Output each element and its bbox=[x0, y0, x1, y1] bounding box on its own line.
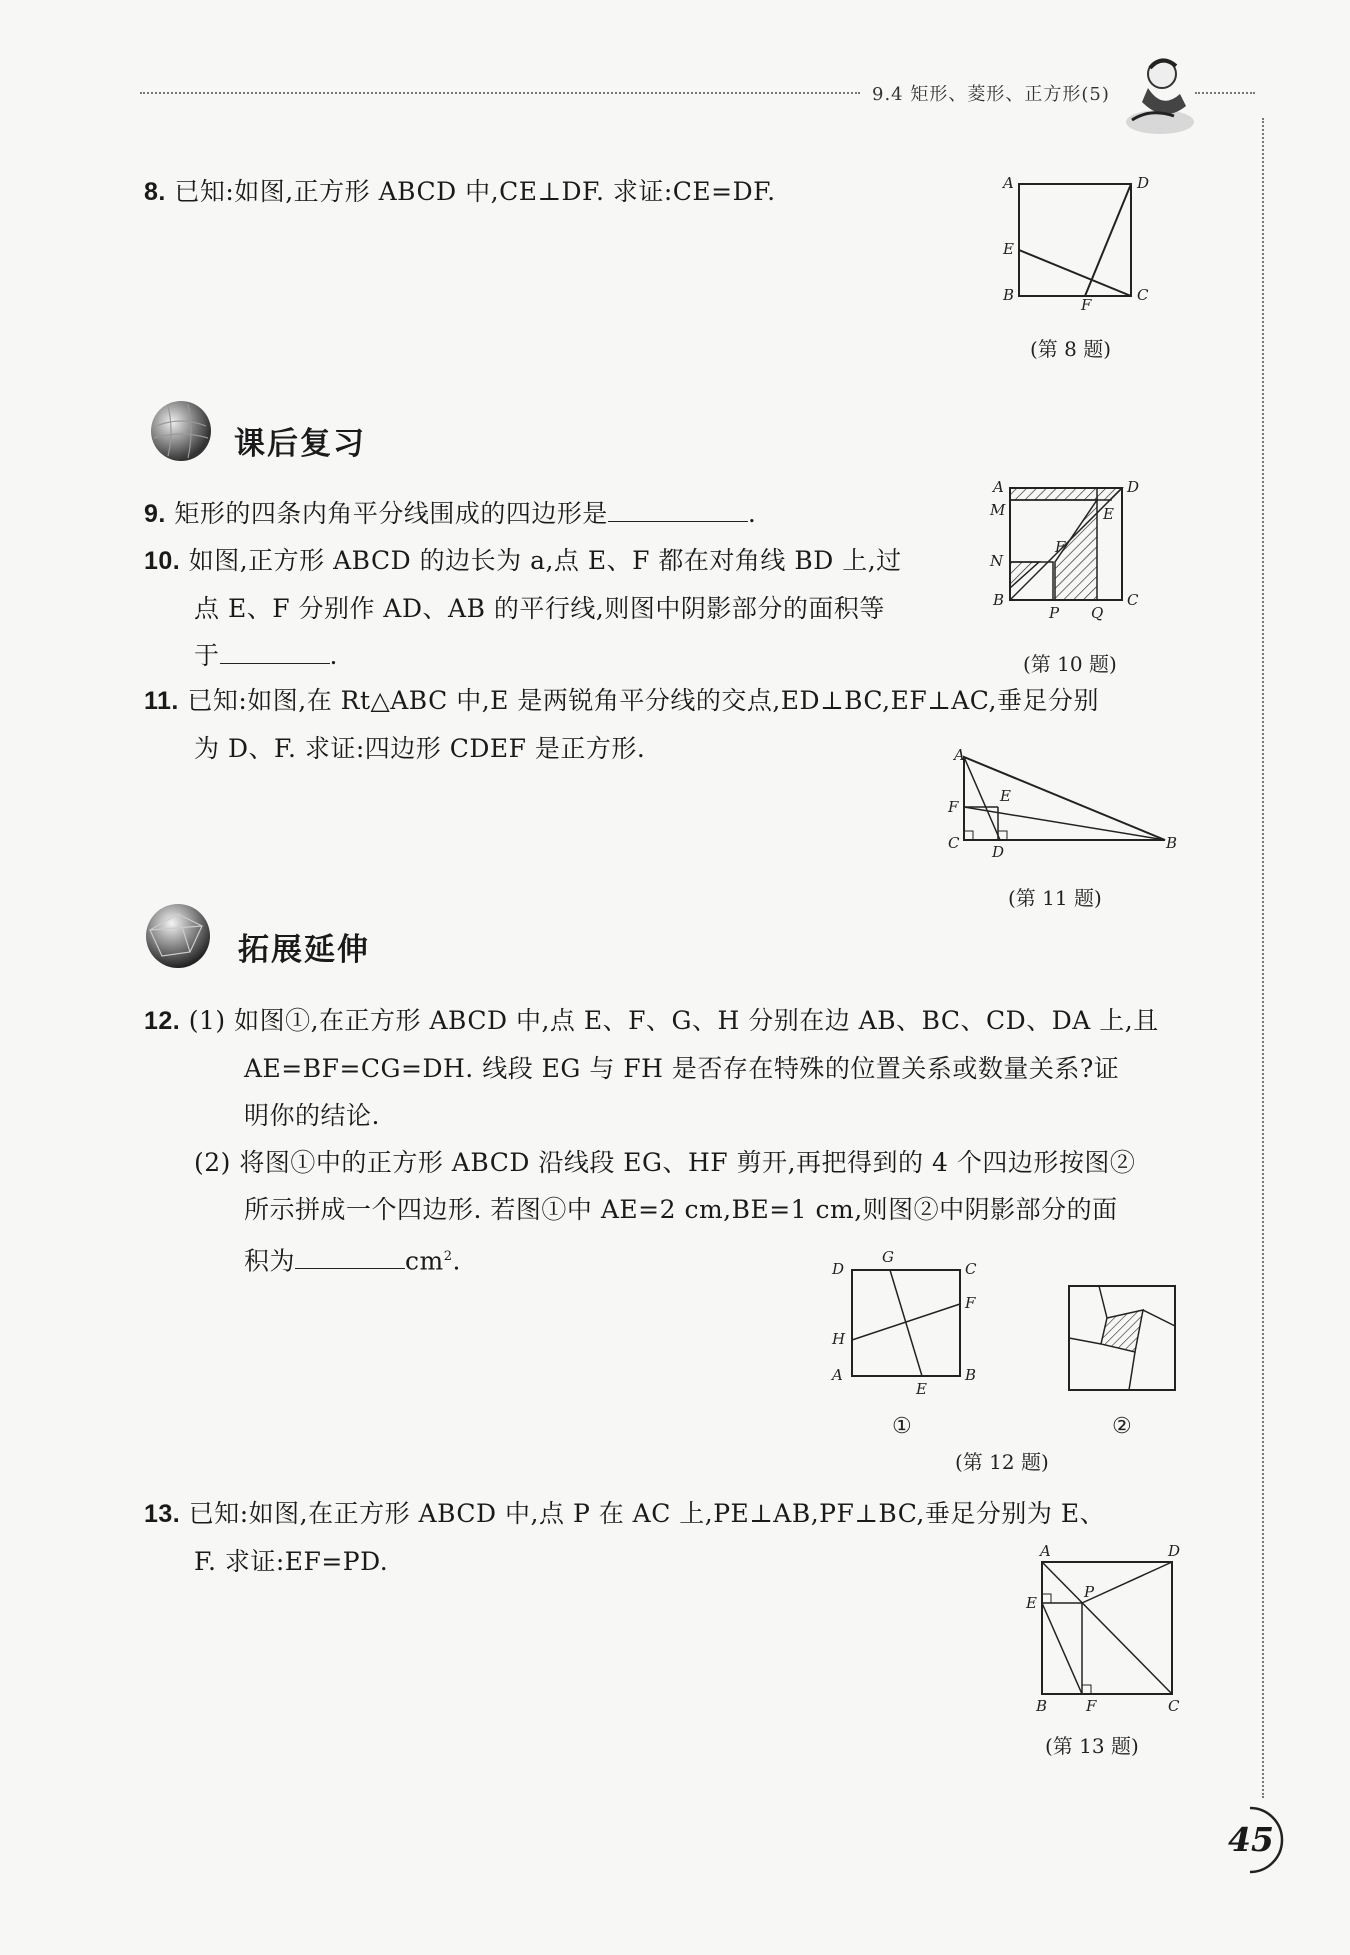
figure-point-label: Q bbox=[1091, 604, 1104, 622]
figure-point-label: D bbox=[832, 1260, 845, 1278]
figure-q12-1 bbox=[820, 1248, 990, 1398]
figure-point-label: F bbox=[965, 1294, 976, 1312]
figure-q8 bbox=[995, 170, 1160, 315]
figure-point-label: N bbox=[990, 552, 1004, 570]
figure-point-label: C bbox=[1127, 591, 1139, 609]
figure-q10 bbox=[985, 470, 1155, 630]
figure-point-label: F bbox=[948, 798, 959, 816]
figure-point-label: A bbox=[954, 746, 965, 764]
figure-point-label: B bbox=[1166, 834, 1178, 852]
figure-q11 bbox=[940, 745, 1190, 860]
answer-blank[interactable] bbox=[220, 637, 330, 664]
figure-point-label: G bbox=[882, 1248, 894, 1266]
caption-q8: (第 8 题) bbox=[1030, 337, 1112, 361]
figure-point-label: A bbox=[1040, 1542, 1051, 1560]
figure-point-label: E bbox=[1000, 787, 1011, 805]
label-E: E bbox=[1003, 240, 1014, 258]
figure-mark-1: ① bbox=[892, 1414, 912, 1439]
figure-point-label: E bbox=[916, 1380, 927, 1398]
globe-icon bbox=[148, 398, 214, 464]
label-B: B bbox=[1003, 286, 1015, 304]
caption-q13: (第 13 题) bbox=[1045, 1734, 1139, 1758]
figure-point-label: F bbox=[1055, 538, 1066, 556]
label-C: C bbox=[1137, 286, 1149, 304]
figure-point-label: D bbox=[1127, 478, 1140, 496]
figure-point-label: F bbox=[1086, 1697, 1097, 1715]
question-13: 13. 已知:如图,在正方形 ABCD 中,点 P 在 AC 上,PE⊥AB,PF⊥BC,垂足分别为 E、 F. 求证:EF=PD. bbox=[144, 1499, 1106, 1576]
figure-point-label: A bbox=[993, 478, 1004, 496]
header-dotted-line-right bbox=[1195, 92, 1255, 94]
figure-point-label: B bbox=[965, 1366, 977, 1384]
figure-point-label: E bbox=[1103, 505, 1114, 523]
figure-point-label: A bbox=[832, 1366, 843, 1384]
answer-blank[interactable] bbox=[608, 495, 748, 522]
figure-q12-2 bbox=[1065, 1282, 1179, 1394]
margin-dotted-line bbox=[1262, 118, 1264, 1798]
figure-point-label: H bbox=[832, 1330, 846, 1348]
question-9: 9. 矩形的四条内角平分线围成的四边形是 . bbox=[144, 490, 756, 538]
globe-network-icon bbox=[140, 900, 216, 972]
figure-point-label: C bbox=[965, 1260, 977, 1278]
caption-q12: (第 12 题) bbox=[955, 1450, 1049, 1474]
label-F: F bbox=[1081, 296, 1092, 314]
header-dotted-line bbox=[140, 92, 860, 94]
figure-point-label: D bbox=[992, 843, 1005, 860]
figure-point-label: E bbox=[1026, 1594, 1037, 1612]
question-11: 11. 已知:如图,在 Rt△ABC 中,E 是两锐角平分线的交点,ED⊥BC,EF⊥AC,垂足分别 为 D、F. 求证:四边形 CDEF 是正方形. bbox=[144, 686, 1099, 763]
figure-point-label: B bbox=[1036, 1697, 1048, 1715]
question-10: 10. 如图,正方形 ABCD 的边长为 a,点 E、F 都在对角线 BD 上,过 点 E、F 分别作 AD、AB 的平行线,则图中阴影部分的面积等 于 . bbox=[144, 546, 902, 670]
answer-blank[interactable] bbox=[295, 1242, 405, 1269]
figure-q13 bbox=[1018, 1540, 1198, 1720]
caption-q11: (第 11 题) bbox=[1008, 886, 1102, 910]
figure-point-label: D bbox=[1168, 1542, 1181, 1560]
figure-point-label: M bbox=[990, 501, 1006, 519]
label-D: D bbox=[1137, 174, 1150, 192]
figure-mark-2: ② bbox=[1112, 1414, 1132, 1439]
header-section-title: 9.4 矩形、菱形、正方形(5) bbox=[872, 84, 1110, 105]
question-12: 12. (1) 如图①,在正方形 ABCD 中,点 E、F、G、H 分别在边 AB、BC、CD、DA 上,且 AE=BF=CG=DH. 线段 EG 与 FH 是否存在特殊的位置关系或数量关系?证 明你的结论. (2) 将图①中的正方形 ABCD 沿线段 EG、HF 剪开,再把得到的 4 个四边形按图② 所示拼成一个四边形. 若图①中 AE=2 cm,BE=1 cm,则图②中阴影部分的面 积为 $cm^2$. bbox=[144, 1006, 1159, 1276]
figure-point-label: P bbox=[1049, 604, 1060, 622]
cartoon-mascot-icon bbox=[1120, 50, 1200, 140]
section-title-extension: 拓展延伸 bbox=[238, 932, 370, 968]
label-A: A bbox=[1003, 174, 1014, 192]
page-number: 45 bbox=[1228, 1820, 1274, 1859]
question-8: 8. 已知:如图,正方形 ABCD 中,CE⊥DF. 求证:CE=DF. bbox=[144, 177, 776, 206]
figure-point-label: C bbox=[948, 834, 960, 852]
figure-point-label: P bbox=[1084, 1583, 1095, 1601]
caption-q10: (第 10 题) bbox=[1023, 652, 1117, 676]
section-title-review: 课后复习 bbox=[234, 426, 366, 462]
figure-point-label: C bbox=[1168, 1697, 1180, 1715]
figure-point-label: B bbox=[993, 591, 1005, 609]
